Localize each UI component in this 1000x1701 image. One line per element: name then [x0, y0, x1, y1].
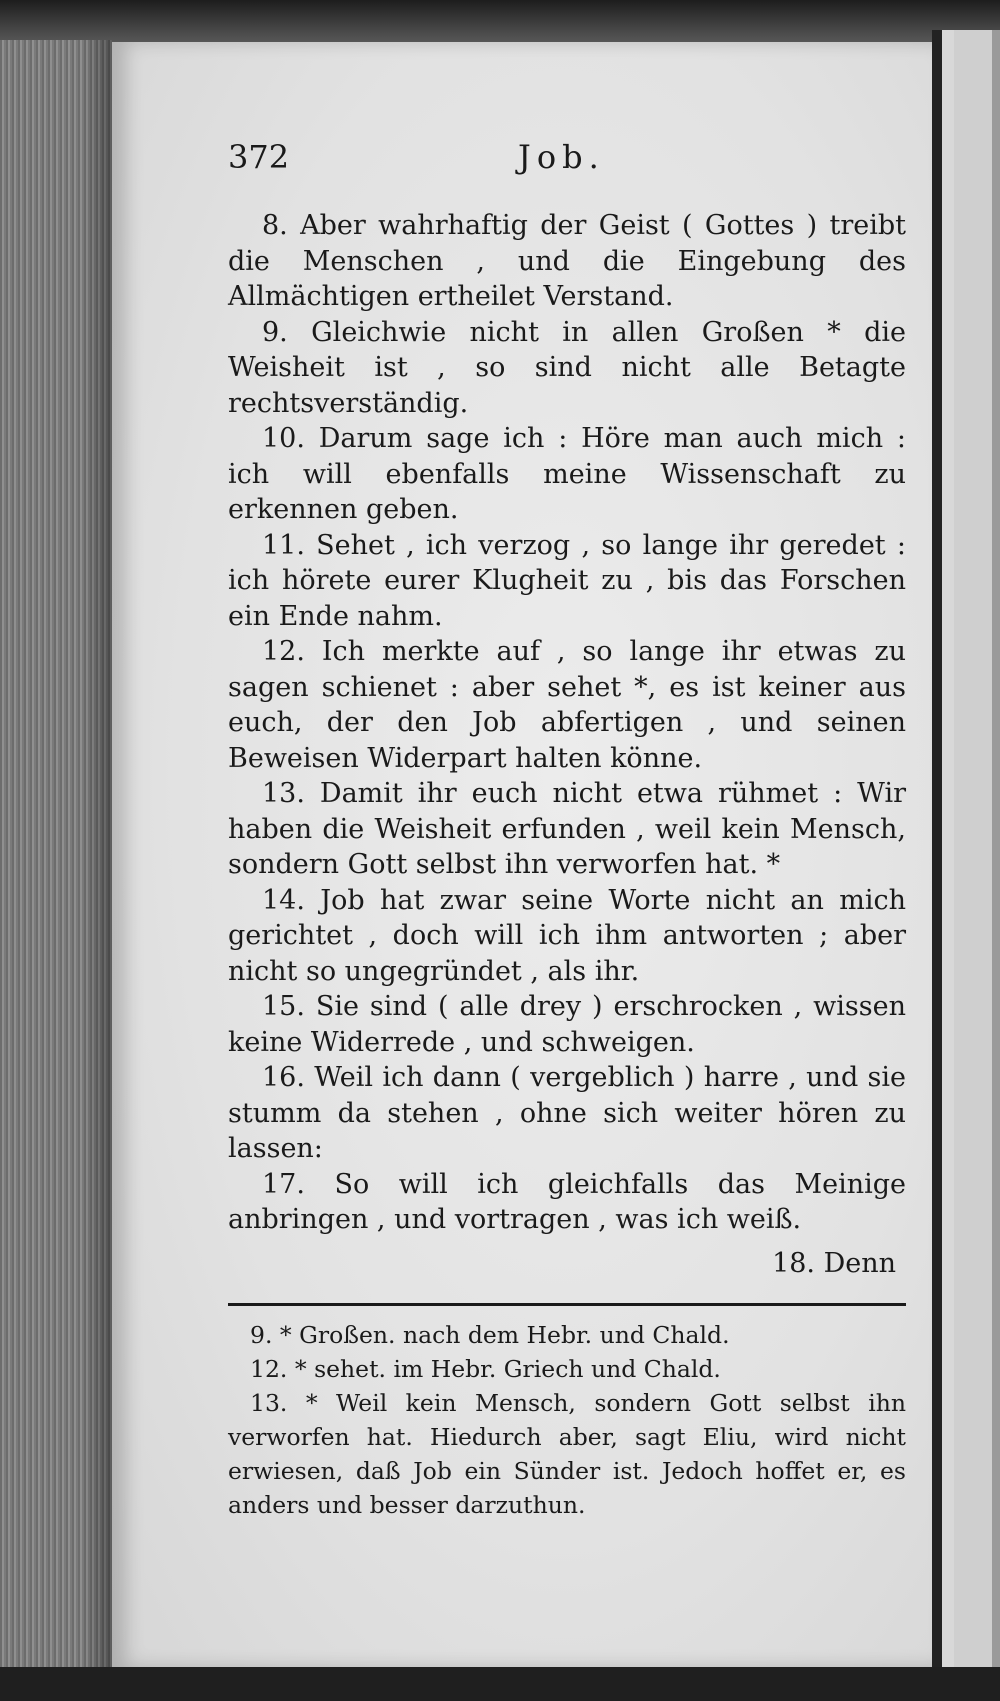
- running-head: Job.: [518, 138, 605, 176]
- book-top-edge: [0, 0, 1000, 46]
- footnotes: [228, 1318, 906, 1522]
- verse-8: 8. Aber wahrhaftig der Geist ( Gottes ) treibt die Menschen , und die Eingebung des Allmächtigen ertheilet Verstand.: [228, 210, 906, 312]
- footnote-9: 9. * Großen. nach dem Hebr. und Chald.: [250, 1321, 730, 1349]
- facing-page-edge: [932, 30, 1000, 1680]
- verse-11: 11. Sehet , ich verzog , so lange ihr geredet : ich hörete eurer Klugheit zu , bis das Forschen ein Ende nahm.: [228, 529, 906, 632]
- page-text: [228, 128, 906, 1522]
- page-number: 372: [228, 138, 290, 176]
- page-header: [228, 128, 906, 198]
- verse-10: 10. Darum sage ich : Höre man auch mich : ich will ebenfalls meine Wissenschaft zu erkennen geben.: [228, 423, 906, 525]
- verse-9: 9. Gleichwie nicht in allen Großen * die Weisheit ist , so sind nicht alle Betagte rechtsverständig.: [228, 316, 906, 419]
- book-bottom-edge: [0, 1667, 1000, 1701]
- footnote-rule: [228, 1303, 906, 1306]
- verse-12: 12. Ich merkte auf , so lange ihr etwas zu sagen schienet : aber sehet *, es ist keiner aus euch, der den Job abfertigen , und seinen Beweisen Widerpart halten könne.: [228, 636, 906, 774]
- verse-17: 17. So will ich gleichfalls das Meinige anbringen , und vortragen , was ich weiß.: [228, 1168, 906, 1235]
- book-page-edges: [0, 40, 112, 1680]
- footnote-13: 13. * Weil kein Mensch, sondern Gott selbst ihn verworfen hat. Hiedurch aber, sagt Eliu, wird nicht erwiesen, daß Job ein Sünder ist. Jedoch hoffet er, es anders und besser darzuthun.: [228, 1389, 906, 1519]
- verse-14: 14. Job hat zwar seine Worte nicht an mich gerichtet , doch will ich ihm antworten ; aber nicht so ungegründet , als ihr.: [228, 884, 906, 987]
- verse-16: 16. Weil ich dann ( vergeblich ) harre , und sie stumm da stehen , ohne sich weiter hören zu lassen:: [228, 1062, 906, 1164]
- verse-15: 15. Sie sind ( alle drey ) erschrocken , wissen keine Widerrede , und schweigen.: [228, 991, 906, 1058]
- footnote-12: 12. * sehet. im Hebr. Griech und Chald.: [250, 1355, 721, 1383]
- catchword: 18. Denn: [772, 1247, 896, 1279]
- verse-13: 13. Damit ihr euch nicht etwa rühmet : Wir haben die Weisheit erfunden , weil kein Mensch, sondern Gott selbst ihn verworfen hat. *: [228, 778, 906, 880]
